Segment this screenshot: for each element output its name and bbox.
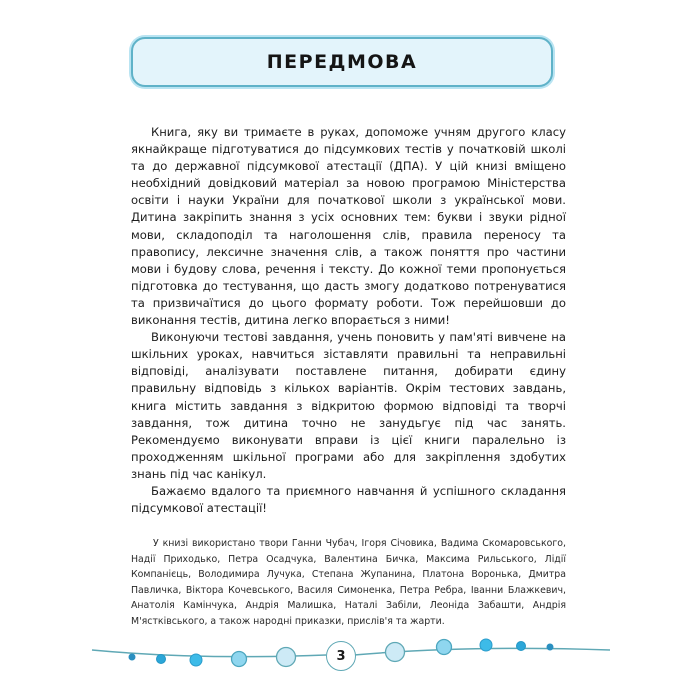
paragraph: Книга, яку ви тримаєте в руках, допоможе учням другого класу якнайкраще підготуватися до підсумкових тестів у початковій школі та до державної підсумкової атестації (ДПА). У цій книзі вміщено необхідний довідковий матеріал за новою програмою Міністерства освіти і науки України для початкової школи з української мови. Дитина закріпить знання з усіх основних тем: букви і звуки рідної мови, складоподіл та наголошення слів, правила переносу та правопису, лексичне значення слів, а також поняття про частини мови і будову слова, речення і тексту. До кожної теми пропонується підготовка до тестування, що дасть змогу додатково потренуватися та призвичаїтися до цього формату роботи. Тож перейшовши до виконання тестів, дитина легко впорається з ними!	[131, 125, 566, 328]
credits-text: У книзі використано твори Ганни Чубач, Ігоря Січовика, Вадима Скомаровського, Надії Приходько, Петра Осадчука, Валентина Бичка, Максима Рильського, Лідії Компанієць, Володимира Лучука, Степана Жупанина, Платона Воронька, Дмитра Павличка, Віктора Кочевського, Василя Симоненка, Петра Ребра, Іванни Блажкевич, Анатолія Камінчука, Андрія Малишка, Наталі Забіли, Леоніда Забашти, Андрія М'ястківського, а також народні приказки, прислів'я та жарти.	[131, 538, 566, 627]
paragraph: Виконуючи тестові завдання, учень поновить у пам'яті вивчене на шкільних уроках, навчиться зіставляти правильні та неправильні відповіді, аналізувати поставлене питання, добирати єдину правильну відповідь з кількох варіантів. Окрім тестових завдань, книга містить завдання з відкритою формою відповіді та творчі завдання, тож дитина точно не занудьгує під час занять. Рекомендуємо виконувати вправи із цієї книги паралельно із проходженням шкільної програми або для закріплення здобутих знань під час канікул.	[131, 330, 566, 481]
page-title: ПЕРЕДМОВА	[266, 51, 418, 73]
preface-body	[131, 124, 566, 517]
page-number: 3	[326, 641, 356, 671]
title-banner	[131, 37, 553, 87]
paragraph: Бажаємо вдалого та приємного навчання й успішного складання підсумкової атестації!	[131, 483, 566, 516]
